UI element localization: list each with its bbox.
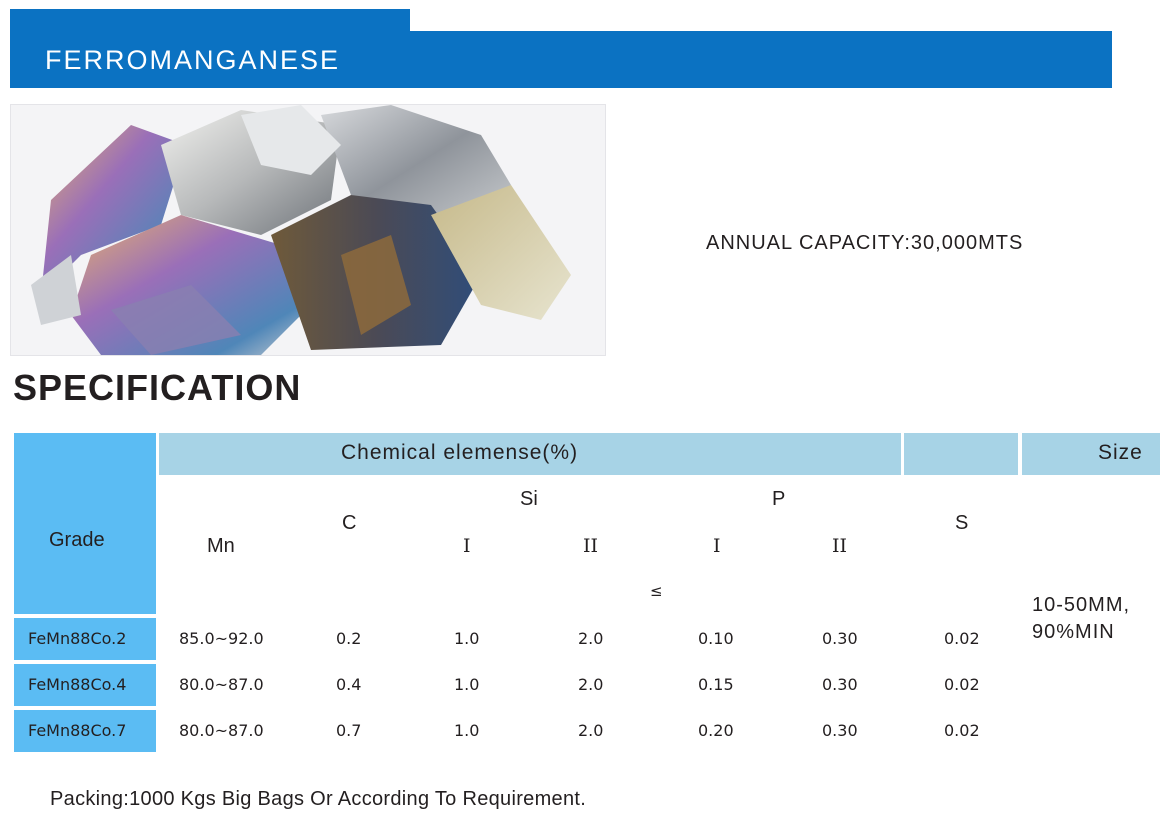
row-1-p1: 0.10: [698, 629, 734, 648]
row-2-p2: 0.30: [822, 675, 858, 694]
row-2-si1: 1.0: [454, 675, 480, 694]
row-3-c: 0.7: [336, 721, 362, 740]
grade-header-cell: [14, 433, 156, 614]
row-1-si2: 2.0: [578, 629, 604, 648]
row-3-si1: 1.0: [454, 721, 480, 740]
row-1-c: 0.2: [336, 629, 362, 648]
row-1-mn: 85.0~92.0: [179, 629, 264, 648]
row-1-p2: 0.30: [822, 629, 858, 648]
packing-note: Packing:1000 Kgs Big Bags Or According To Requirement.: [50, 788, 587, 810]
chem-header-cell: [159, 433, 901, 475]
col-p: P: [772, 488, 786, 510]
grade-value: FeMn88Co.2: [28, 629, 127, 648]
grade-header: Grade: [49, 529, 105, 551]
row-2-mn: 80.0~87.0: [179, 675, 264, 694]
row-1-si1: 1.0: [454, 629, 480, 648]
size-header: Size: [1098, 441, 1143, 464]
grade-value: FeMn88Co.7: [28, 721, 127, 740]
col-si-1: I: [463, 535, 471, 557]
row-1-s: 0.02: [944, 629, 980, 648]
specification-heading: SPECIFICATION: [13, 367, 302, 408]
row-3-si2: 2.0: [578, 721, 604, 740]
title-banner: [10, 9, 1112, 88]
size-line-1: 10-50MM,: [1032, 594, 1131, 616]
col-p-1: I: [713, 535, 721, 557]
col-mn: Mn: [207, 535, 235, 557]
row-3-p2: 0.30: [822, 721, 858, 740]
s-header-cell: [904, 433, 1018, 475]
size-line-2: 90%MIN: [1032, 621, 1115, 643]
row-3-p1: 0.20: [698, 721, 734, 740]
banner-title: FERROMANGANESE: [45, 45, 341, 75]
col-p-2: II: [832, 535, 848, 557]
grade-value: FeMn88Co.4: [28, 675, 127, 694]
col-si: Si: [520, 488, 538, 510]
row-2-si2: 2.0: [578, 675, 604, 694]
col-s: S: [955, 512, 969, 534]
row-3-s: 0.02: [944, 721, 980, 740]
less-equal-symbol: ≤: [650, 582, 663, 600]
col-c: C: [342, 512, 357, 534]
size-value: [1032, 592, 1130, 646]
row-2-p1: 0.15: [698, 675, 734, 694]
row-3-mn: 80.0~87.0: [179, 721, 264, 740]
ferromanganese-photo: [10, 104, 606, 356]
size-header-cell: [1022, 433, 1160, 475]
banner-tab: [10, 9, 410, 31]
grade-cell-row-2: [14, 664, 156, 706]
row-2-c: 0.4: [336, 675, 362, 694]
row-2-s: 0.02: [944, 675, 980, 694]
grade-cell-row-3: [14, 710, 156, 752]
col-si-2: II: [583, 535, 599, 557]
chem-header: Chemical elemense(%): [341, 441, 579, 464]
annual-capacity: ANNUAL CAPACITY:30,000MTS: [706, 232, 1024, 254]
grade-cell-row-1: [14, 618, 156, 660]
